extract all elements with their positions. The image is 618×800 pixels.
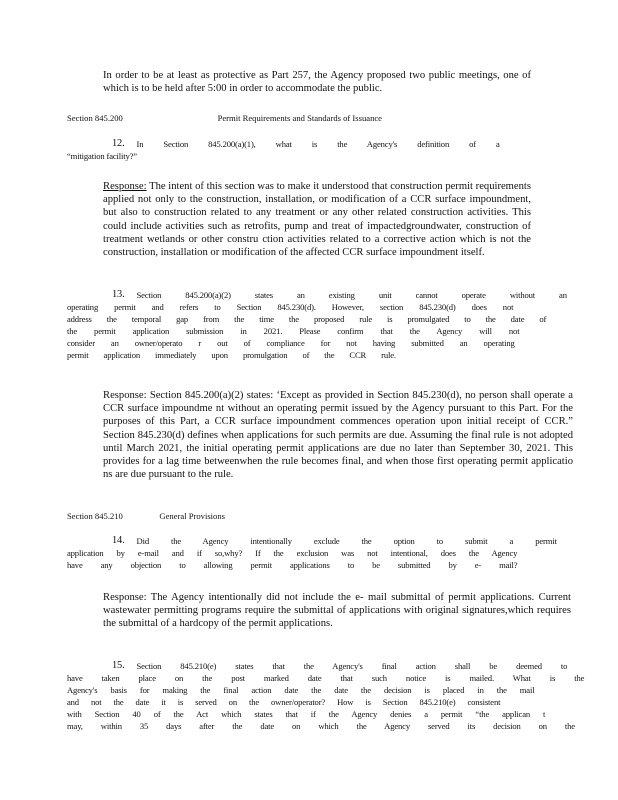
question-number: 13. — [112, 289, 125, 300]
section-heading-845-210 — [67, 510, 225, 522]
response-label: Response: — [103, 181, 147, 192]
question-line: application by e-mail and if so,why? If the exclusion was not intentional, does the Agency — [67, 548, 518, 558]
question-line: Section 845.200(a)(2) states an existing unit cannot operate without an — [136, 290, 567, 300]
question-line: consider an owner/operato r out of compliance for not having submitted an operating — [67, 338, 515, 348]
response-14: Response: The Agency intentionally did not include the e- mail submittal of permit applications. Current wastewater permitting programs require the submittal of applications with original signatures,which requires the submittal of a hardcopy of the permit applications. — [103, 592, 571, 630]
question-line: the permit application submission in 2021. Please confirm that the Agency will not — [67, 326, 520, 336]
question-number: 15. — [112, 660, 125, 671]
question-number: 14. — [112, 535, 125, 546]
section-heading-845-200 — [67, 112, 382, 124]
section-title: General Provisions — [159, 511, 225, 521]
response-13: Response: Section 845.200(a)(2) states: ‘Except as provided in Section 845.230(d), no person shall operate a CCR surface impoundme nt without an operating permit issued by the Agency pursuant to this Part. For the purposes of this Part, a CCR surface impoundment commences operation upon initial receipt of CCR.” Section 845.230(d) defines when applications for such permits are due. Assuming the final rule is not adopted until March 2021, the initial operating permit applications are due no later than September 30, 2021. This provides for a lag time betweenwhen the rule becomes final, and when those first operating permit applicatio ns are due pursuant to the rule. — [103, 390, 573, 481]
question-line: and not the date it is served on the owner/operator? How is Section 845.210(e) consistent — [67, 697, 501, 707]
question-line: with Section 40 of the Act which states that if the Agency denies a permit “the applican t — [67, 709, 546, 719]
section-number: Section 845.200 — [67, 113, 123, 123]
question-number: 12. — [112, 138, 125, 149]
question-14 — [67, 535, 557, 571]
question-line: permit application immediately upon promulgation of the CCR rule. — [67, 350, 396, 360]
question-line: operating permit and refers to Section 845.230(d). However, section 845.230(d) does not — [67, 302, 514, 312]
question-line: Agency's basis for making the final action date the date the decision is placed in the mail — [67, 685, 535, 695]
question-line: address the temporal gap from the time the proposed rule is promulgated to the date of — [67, 314, 547, 324]
question-13 — [67, 289, 567, 361]
intro-paragraph: In order to be at least as protective as Part 257, the Agency proposed two public meetings, one of which is to be held after 5:00 in order to accommodate the public. — [103, 70, 531, 95]
section-number: Section 845.210 — [67, 511, 123, 521]
response-text: The intent of this section was to make it understood that construction permit requirements applied not only to the construction, installation, or modification of a CCR surface impoundment, but also to construction related to any treatment or any other related construction activities. This could include activities such as retrofits, pump and treat of impactedgroundwater, construction of treatment wetlands or other constru ction activities related to a corrective action which is not the construction, installation or modification of the affected CCR surface impoundment itself. — [103, 181, 531, 259]
question-15 — [67, 660, 585, 732]
question-line: may, within 35 days after the date on which the Agency served its decision on the — [67, 721, 575, 731]
response-12 — [103, 180, 531, 259]
question-line: Section 845.210(e) states that the Agency's final action shall be deemed to — [136, 661, 568, 671]
section-title: Permit Requirements and Standards of Issuance — [217, 113, 382, 123]
question-line: In Section 845.200(a)(1), what is the Agency's definition of a — [136, 139, 500, 149]
question-line: “mitigation facility?” — [67, 151, 137, 161]
question-line: have taken place on the post marked date that such notice is mailed. What is the — [67, 673, 585, 683]
question-line: have any objection to allowing permit applications to be submitted by e- mail? — [67, 560, 518, 570]
question-12 — [67, 138, 537, 162]
question-line: Did the Agency intentionally exclude the option to submit a permit — [136, 536, 557, 546]
